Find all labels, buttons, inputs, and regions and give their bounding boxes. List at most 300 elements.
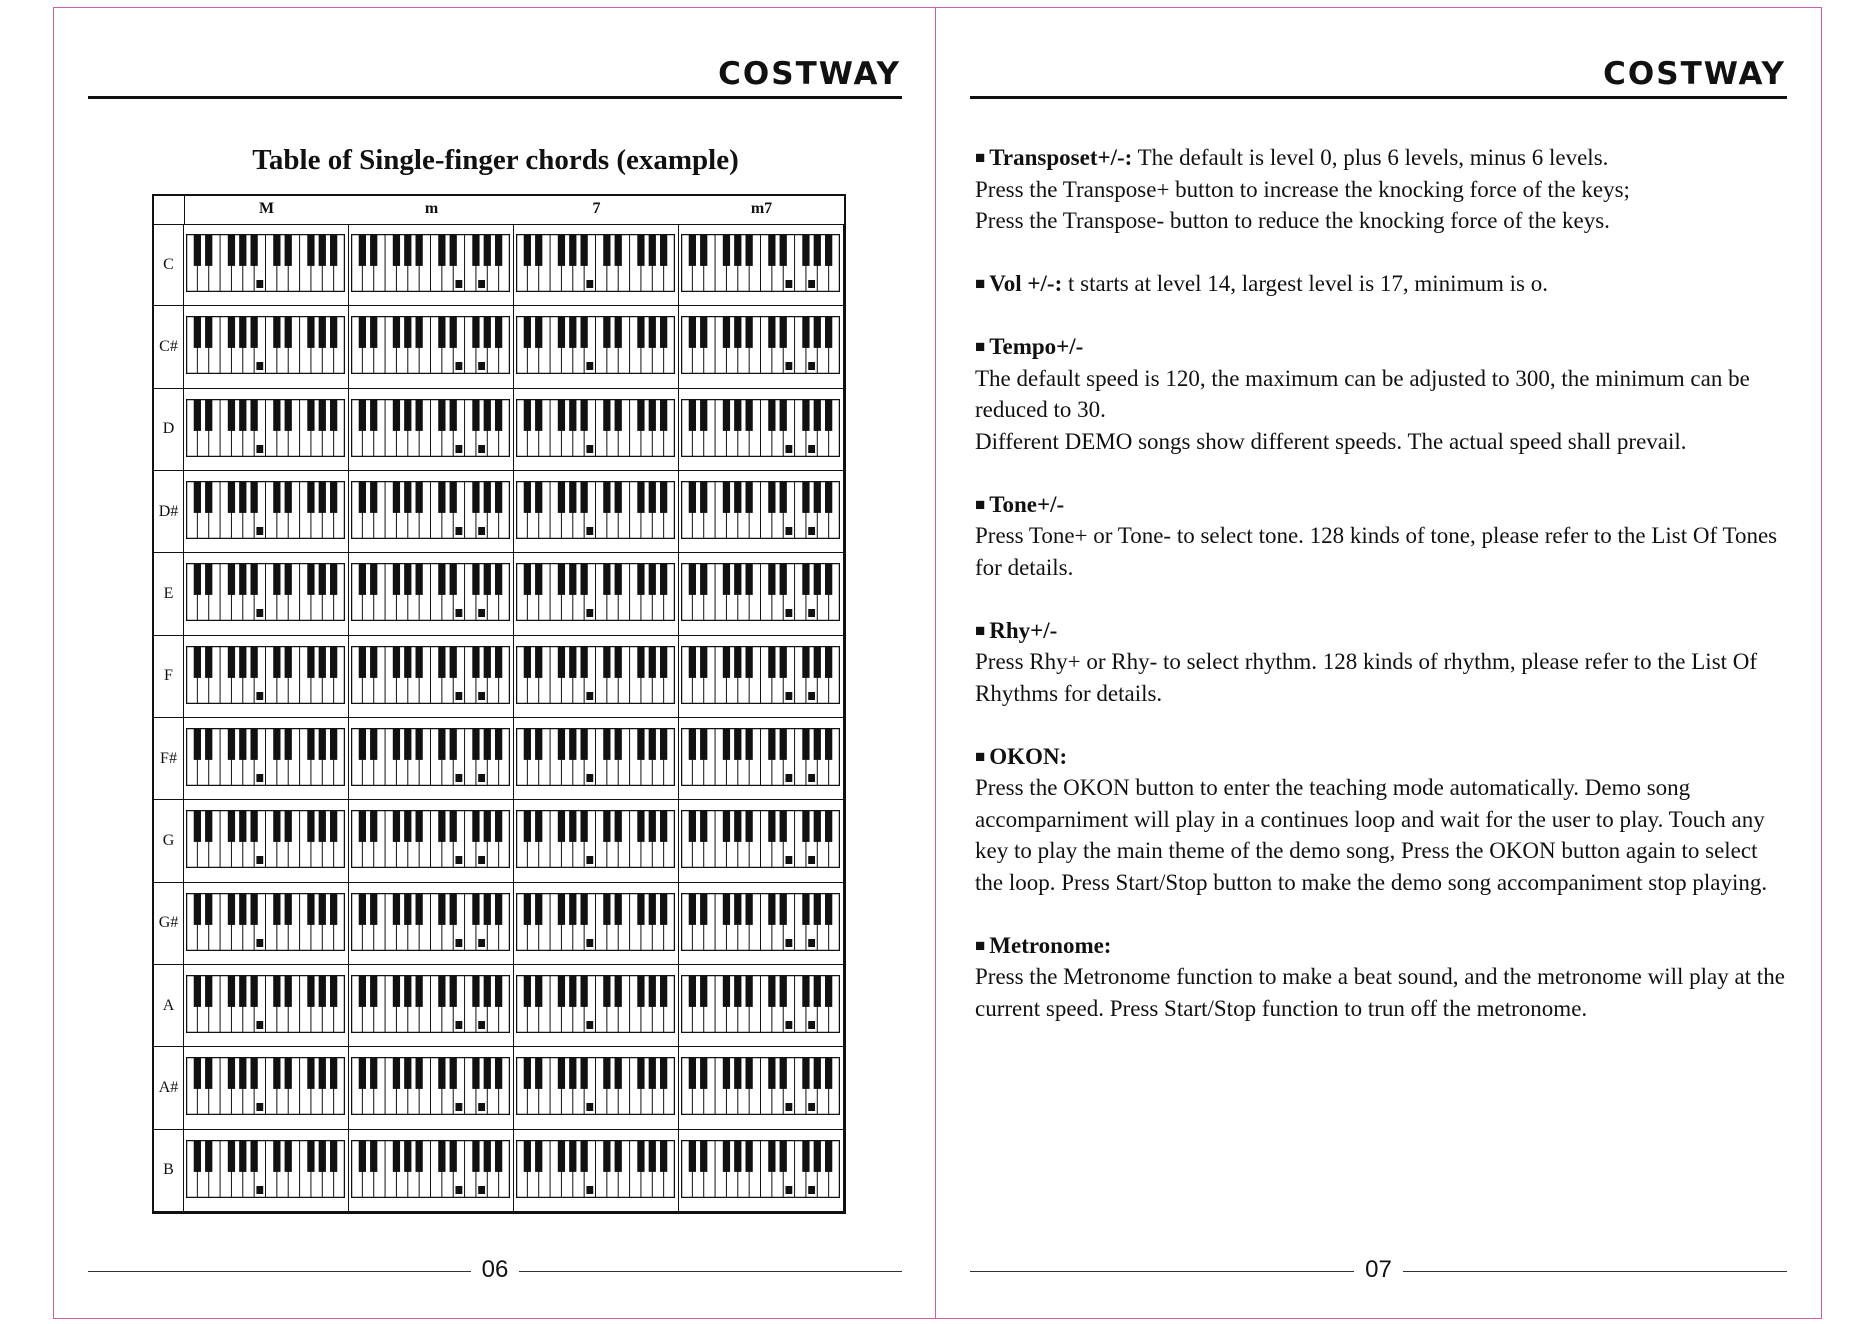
- keyboard-diagram: [351, 1057, 510, 1115]
- pressed-key-marker: [478, 445, 485, 453]
- keyboard-diagram: [516, 1057, 675, 1115]
- chord-cell: [349, 636, 514, 717]
- black-key: [700, 1140, 707, 1172]
- black-key: [558, 1140, 565, 1172]
- chord-cell: [679, 1047, 844, 1128]
- keyboard-diagram: [516, 316, 675, 374]
- black-key: [558, 646, 565, 678]
- pressed-key-marker: [455, 692, 462, 700]
- pressed-key-marker: [256, 692, 263, 700]
- chord-cell: [514, 471, 679, 552]
- pressed-key-marker: [586, 1021, 593, 1029]
- chord-cell: [349, 800, 514, 881]
- black-key: [359, 234, 366, 266]
- right-page: [935, 7, 1822, 1319]
- black-key: [581, 1057, 588, 1089]
- pressed-key-marker: [256, 939, 263, 947]
- black-key: [637, 1057, 644, 1089]
- black-key: [359, 810, 366, 842]
- black-key: [194, 1140, 201, 1172]
- black-key: [404, 893, 411, 925]
- black-key: [416, 646, 423, 678]
- keyboard-diagram: [351, 975, 510, 1033]
- black-key: [649, 893, 656, 925]
- black-key: [404, 810, 411, 842]
- section-heading: [975, 930, 1790, 962]
- black-key: [404, 1057, 411, 1089]
- black-key: [359, 563, 366, 595]
- black-key: [484, 893, 491, 925]
- black-key: [814, 975, 821, 1007]
- black-key: [615, 1057, 622, 1089]
- black-key: [359, 481, 366, 513]
- black-key: [535, 481, 542, 513]
- pressed-key-marker: [586, 856, 593, 864]
- black-key: [660, 316, 667, 348]
- black-key: [723, 234, 730, 266]
- black-key: [228, 234, 235, 266]
- black-key: [615, 893, 622, 925]
- black-key: [734, 563, 741, 595]
- pressed-key-marker: [785, 1021, 792, 1029]
- pressed-key-marker: [586, 362, 593, 370]
- chord-cell: [514, 800, 679, 881]
- black-key: [285, 810, 292, 842]
- black-key: [649, 234, 656, 266]
- black-key: [802, 728, 809, 760]
- chord-cell: [184, 389, 349, 470]
- black-key: [581, 728, 588, 760]
- black-key: [825, 481, 832, 513]
- black-key: [319, 563, 326, 595]
- black-key: [558, 810, 565, 842]
- black-key: [359, 1057, 366, 1089]
- black-key: [581, 810, 588, 842]
- pressed-key-marker: [455, 939, 462, 947]
- black-key: [649, 399, 656, 431]
- black-key: [359, 975, 366, 1007]
- black-key: [285, 975, 292, 1007]
- keyboard-diagram: [351, 316, 510, 374]
- black-key: [416, 975, 423, 1007]
- table-row: [154, 553, 844, 635]
- black-key: [370, 1057, 377, 1089]
- black-key: [438, 728, 445, 760]
- pressed-key-marker: [785, 856, 792, 864]
- pressed-key-marker: [785, 445, 792, 453]
- section-body-line: Different DEMO songs show different speeds. The actual speed shall prevail.: [975, 428, 1687, 454]
- black-key: [484, 399, 491, 431]
- black-key: [495, 893, 502, 925]
- chord-cell: [679, 800, 844, 881]
- black-key: [535, 646, 542, 678]
- pressed-key-marker: [455, 774, 462, 782]
- chord-cell: [349, 1130, 514, 1211]
- pressed-key-marker: [478, 280, 485, 288]
- black-key: [581, 1140, 588, 1172]
- black-key: [194, 316, 201, 348]
- table-row: [154, 636, 844, 718]
- black-key: [370, 481, 377, 513]
- black-key: [814, 1140, 821, 1172]
- pressed-key-marker: [478, 362, 485, 370]
- black-key: [524, 810, 531, 842]
- black-key: [700, 1057, 707, 1089]
- black-key: [194, 893, 201, 925]
- chord-cell: [679, 718, 844, 799]
- chord-cell: [184, 553, 349, 634]
- keyboard-diagram: [186, 1140, 345, 1198]
- black-key: [700, 646, 707, 678]
- pressed-key-marker: [586, 445, 593, 453]
- black-key: [660, 399, 667, 431]
- keyboard-diagram: [516, 646, 675, 704]
- black-key: [393, 646, 400, 678]
- black-key: [649, 1057, 656, 1089]
- section-heading: [975, 741, 1790, 773]
- pressed-key-marker: [478, 1103, 485, 1111]
- black-key: [484, 234, 491, 266]
- keyboard-diagram: [351, 893, 510, 951]
- black-key: [194, 975, 201, 1007]
- pressed-key-marker: [455, 856, 462, 864]
- black-key: [700, 399, 707, 431]
- chord-cell: [184, 965, 349, 1046]
- black-key: [569, 399, 576, 431]
- black-key: [251, 234, 258, 266]
- black-key: [205, 975, 212, 1007]
- black-key: [603, 481, 610, 513]
- footer-rule-right: [519, 1271, 902, 1272]
- black-key: [746, 399, 753, 431]
- black-key: [495, 316, 502, 348]
- pressed-key-marker: [785, 774, 792, 782]
- keyboard-diagram: [351, 481, 510, 539]
- black-key: [581, 563, 588, 595]
- black-key: [603, 563, 610, 595]
- black-key: [330, 563, 337, 595]
- black-key: [285, 316, 292, 348]
- black-key: [535, 728, 542, 760]
- black-key: [416, 234, 423, 266]
- black-key: [416, 399, 423, 431]
- black-key: [825, 563, 832, 595]
- black-key: [450, 481, 457, 513]
- section-inline-text: t starts at level 14, largest level is 17, minimum is o.: [1062, 271, 1548, 296]
- chord-cell: [679, 553, 844, 634]
- black-key: [746, 975, 753, 1007]
- keyboard-diagram: [681, 1140, 840, 1198]
- black-key: [814, 563, 821, 595]
- black-key: [814, 893, 821, 925]
- black-key: [359, 728, 366, 760]
- keyboard-diagram: [186, 975, 345, 1033]
- chord-cell: [349, 553, 514, 634]
- column-header: M: [258, 200, 275, 217]
- black-key: [438, 646, 445, 678]
- black-key: [615, 399, 622, 431]
- black-key: [251, 810, 258, 842]
- black-key: [484, 563, 491, 595]
- black-key: [660, 1057, 667, 1089]
- black-key: [319, 1057, 326, 1089]
- pressed-key-marker: [478, 609, 485, 617]
- black-key: [581, 893, 588, 925]
- table-row: [154, 471, 844, 553]
- black-key: [319, 316, 326, 348]
- black-key: [251, 1057, 258, 1089]
- row-label: C#: [154, 306, 184, 387]
- black-key: [416, 1057, 423, 1089]
- square-bullet-icon: ■: [975, 337, 986, 356]
- black-key: [558, 399, 565, 431]
- black-key: [393, 1140, 400, 1172]
- black-key: [734, 1140, 741, 1172]
- black-key: [393, 399, 400, 431]
- black-key: [495, 563, 502, 595]
- black-key: [273, 316, 280, 348]
- pressed-key-marker: [808, 362, 815, 370]
- black-key: [615, 975, 622, 1007]
- black-key: [484, 1140, 491, 1172]
- black-key: [734, 481, 741, 513]
- black-key: [615, 728, 622, 760]
- black-key: [535, 563, 542, 595]
- black-key: [404, 975, 411, 1007]
- black-key: [814, 481, 821, 513]
- black-key: [228, 728, 235, 760]
- black-key: [273, 1140, 280, 1172]
- black-key: [660, 563, 667, 595]
- black-key: [450, 646, 457, 678]
- table-row: [154, 718, 844, 800]
- black-key: [802, 563, 809, 595]
- black-key: [700, 893, 707, 925]
- black-key: [723, 1057, 730, 1089]
- black-key: [228, 1140, 235, 1172]
- black-key: [723, 563, 730, 595]
- black-key: [307, 1140, 314, 1172]
- black-key: [450, 728, 457, 760]
- black-key: [723, 893, 730, 925]
- keyboard-diagram: [516, 399, 675, 457]
- black-key: [359, 893, 366, 925]
- black-key: [239, 646, 246, 678]
- black-key: [814, 728, 821, 760]
- black-key: [746, 1057, 753, 1089]
- black-key: [524, 1140, 531, 1172]
- black-key: [780, 316, 787, 348]
- black-key: [205, 399, 212, 431]
- black-key: [330, 810, 337, 842]
- black-key: [603, 646, 610, 678]
- black-key: [734, 1057, 741, 1089]
- row-label: B: [154, 1130, 184, 1211]
- black-key: [228, 563, 235, 595]
- chord-cell: [679, 471, 844, 552]
- black-key: [416, 563, 423, 595]
- black-key: [393, 1057, 400, 1089]
- black-key: [404, 728, 411, 760]
- black-key: [637, 1140, 644, 1172]
- black-key: [438, 481, 445, 513]
- chord-cell: [514, 306, 679, 387]
- black-key: [734, 646, 741, 678]
- pressed-key-marker: [256, 1103, 263, 1111]
- footer-rule-right: [1403, 1271, 1787, 1272]
- black-key: [615, 646, 622, 678]
- black-key: [615, 234, 622, 266]
- black-key: [319, 399, 326, 431]
- chord-cell: [514, 883, 679, 964]
- keyboard-diagram: [681, 316, 840, 374]
- black-key: [330, 481, 337, 513]
- keyboard-diagram: [681, 893, 840, 951]
- chord-cell: [184, 224, 349, 305]
- square-bullet-icon: ■: [975, 494, 986, 514]
- chord-cell: [514, 224, 679, 305]
- black-key: [273, 728, 280, 760]
- table-row: [154, 1130, 844, 1212]
- black-key: [660, 1140, 667, 1172]
- pressed-key-marker: [455, 362, 462, 370]
- black-key: [768, 563, 775, 595]
- table-row: [154, 306, 844, 388]
- section-title: Rhy+/-: [989, 617, 1058, 643]
- instruction-section: [975, 331, 1790, 457]
- row-label: F#: [154, 718, 184, 799]
- black-key: [228, 399, 235, 431]
- pressed-key-marker: [808, 280, 815, 288]
- black-key: [746, 234, 753, 266]
- pressed-key-marker: [478, 774, 485, 782]
- black-key: [780, 728, 787, 760]
- chord-cell: [184, 636, 349, 717]
- black-key: [450, 316, 457, 348]
- section-title: OKON:: [989, 743, 1068, 769]
- pressed-key-marker: [785, 692, 792, 700]
- black-key: [194, 810, 201, 842]
- section-title: Tone+/-: [989, 491, 1065, 517]
- black-key: [615, 481, 622, 513]
- black-key: [495, 1140, 502, 1172]
- footer-rule-left: [88, 1271, 471, 1272]
- black-key: [689, 1057, 696, 1089]
- black-key: [825, 399, 832, 431]
- black-key: [251, 316, 258, 348]
- black-key: [228, 810, 235, 842]
- pressed-key-marker: [785, 609, 792, 617]
- black-key: [251, 728, 258, 760]
- black-key: [746, 893, 753, 925]
- row-label: A#: [154, 1047, 184, 1128]
- black-key: [393, 563, 400, 595]
- black-key: [239, 481, 246, 513]
- pressed-key-marker: [455, 1103, 462, 1111]
- black-key: [273, 399, 280, 431]
- black-key: [558, 234, 565, 266]
- black-key: [404, 646, 411, 678]
- black-key: [802, 893, 809, 925]
- black-key: [825, 1057, 832, 1089]
- black-key: [689, 728, 696, 760]
- black-key: [825, 975, 832, 1007]
- keyboard-diagram: [681, 234, 840, 292]
- header-rule: [970, 96, 1787, 99]
- black-key: [370, 728, 377, 760]
- black-key: [569, 728, 576, 760]
- black-key: [239, 1140, 246, 1172]
- black-key: [689, 481, 696, 513]
- chord-cell: [514, 636, 679, 717]
- keyboard-diagram: [186, 893, 345, 951]
- black-key: [814, 646, 821, 678]
- chord-cell: [184, 800, 349, 881]
- black-key: [814, 1057, 821, 1089]
- black-key: [649, 810, 656, 842]
- column-header: 7: [592, 200, 601, 217]
- black-key: [285, 563, 292, 595]
- black-key: [404, 399, 411, 431]
- black-key: [524, 563, 531, 595]
- black-key: [319, 893, 326, 925]
- black-key: [239, 399, 246, 431]
- black-key: [558, 975, 565, 1007]
- pressed-key-marker: [478, 527, 485, 535]
- black-key: [637, 646, 644, 678]
- black-key: [780, 893, 787, 925]
- pressed-key-marker: [808, 939, 815, 947]
- keyboard-diagram: [186, 481, 345, 539]
- black-key: [205, 1057, 212, 1089]
- black-key: [438, 810, 445, 842]
- chord-table: [152, 194, 846, 1214]
- black-key: [768, 810, 775, 842]
- black-key: [307, 481, 314, 513]
- keyboard-diagram: [516, 810, 675, 868]
- keyboard-diagram: [516, 975, 675, 1033]
- black-key: [746, 481, 753, 513]
- pressed-key-marker: [256, 856, 263, 864]
- pressed-key-marker: [785, 280, 792, 288]
- black-key: [689, 316, 696, 348]
- chord-cell: [514, 1130, 679, 1211]
- black-key: [472, 893, 479, 925]
- black-key: [524, 316, 531, 348]
- black-key: [205, 646, 212, 678]
- black-key: [581, 646, 588, 678]
- table-title: Table of Single-finger chords (example): [252, 144, 739, 176]
- chord-cell: [349, 224, 514, 305]
- square-bullet-icon: ■: [975, 620, 986, 640]
- black-key: [285, 893, 292, 925]
- chord-cell: [679, 965, 844, 1046]
- black-key: [251, 563, 258, 595]
- instruction-section: [975, 930, 1790, 1025]
- pressed-key-marker: [808, 445, 815, 453]
- black-key: [768, 975, 775, 1007]
- black-key: [285, 234, 292, 266]
- black-key: [768, 234, 775, 266]
- black-key: [205, 893, 212, 925]
- black-key: [581, 234, 588, 266]
- black-key: [359, 316, 366, 348]
- black-key: [569, 810, 576, 842]
- black-key: [194, 1057, 201, 1089]
- black-key: [558, 728, 565, 760]
- black-key: [603, 399, 610, 431]
- black-key: [330, 893, 337, 925]
